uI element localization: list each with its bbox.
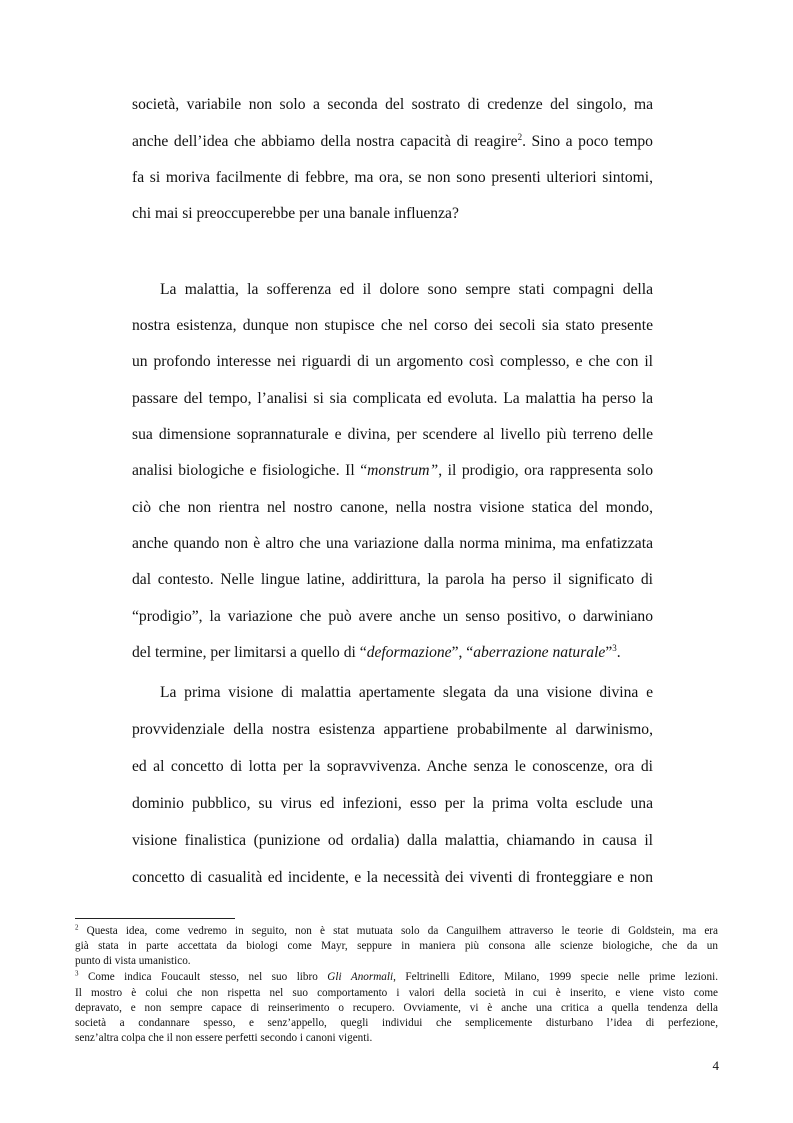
footnote-3-line: depravato, e non sempre capace di reinserimento o recupero. Ovviamente, vi è anche una critica a quella tendenza della: [75, 1002, 718, 1014]
footnote-3-line: [75, 970, 718, 984]
body-line: concetto di casualità ed incidente, e la necessità dei viventi di fronteggiare e non: [132, 869, 653, 886]
line-text: del termine, per limitarsi a quello di “: [132, 644, 367, 661]
line-text: . Sino a poco tempo: [522, 133, 653, 150]
body-line: La prima visione di malattia apertamente slegata da una visione divina e: [160, 684, 653, 701]
body-line: [132, 643, 653, 663]
footnote-text: Come indica Foucault stesso, nel suo libro: [78, 971, 328, 983]
body-line: un profondo interesse nei riguardi di un argomento così complesso, e che con il: [132, 353, 653, 370]
footnote-3-line: Il mostro è colui che non rispetta nel suo comportamento i valori della società in cui è inserito, e viene visto come: [75, 987, 718, 999]
italic-term: deformazione: [366, 644, 452, 661]
line-text: ”: [605, 644, 613, 661]
footnote-text: , Feltrinelli Editore, Milano, 1999 specie nelle prime lezioni.: [393, 971, 719, 983]
line-text: analisi biologiche e fisiologiche. Il “: [132, 462, 368, 479]
footnote-number: 2: [75, 923, 79, 932]
body-line: La malattia, la sofferenza ed il dolore sono sempre stati compagni della: [160, 281, 653, 298]
page-number: 4: [712, 1058, 719, 1073]
body-line: ed al concetto di lotta per la sopravvivenza. Anche senza le conoscenze, ora di: [132, 758, 653, 775]
footnote-2-line: [75, 924, 718, 938]
body-line: provvidenziale della nostra esistenza appartiene probabilmente al darwinismo,: [132, 721, 653, 738]
footnote-ref-3: 3: [612, 642, 617, 653]
italic-term: aberrazione naturale: [473, 644, 606, 661]
body-line: passare del tempo, l’analisi si sia complicata ed evoluta. La malattia ha perso la: [132, 390, 653, 407]
body-line: nostra esistenza, dunque non stupisce che nel corso dei secoli sia stato presente: [132, 317, 653, 334]
footnote-text: Questa idea, come vedremo in seguito, non è stat mutuata solo da Canguilhem attraverso le teorie di Goldstein, ma era: [78, 925, 718, 937]
footnote-number: 3: [75, 969, 79, 978]
body-line: “prodigio”, la variazione che può avere anche un senso positivo, o darwiniano: [132, 608, 653, 625]
footnote-2-line: punto di vista umanistico.: [75, 955, 191, 967]
body-line: dal contesto. Nelle lingue latine, addirittura, la parola ha perso il significato di: [132, 571, 653, 588]
body-line: [132, 461, 653, 481]
footnote-3-line: società a condannare spesso, e senz’appello, quegli individui che semplicemente disturbano l’idea di perfezione,: [75, 1017, 718, 1029]
footnote-separator: [75, 918, 235, 919]
line-text: .: [616, 644, 621, 661]
line-text: ”, “: [451, 644, 474, 661]
body-line: visione finalistica (punizione od ordalia) dalla malattia, chiamando in causa il: [132, 832, 653, 849]
line-text: anche dell’idea che abbiamo della nostra capacità di reagire: [132, 133, 518, 150]
footnote-3-line: senz’altra colpa che il non essere perfetti secondo i canoni vigenti.: [75, 1032, 373, 1044]
book-title: Gli Anormali: [327, 971, 394, 983]
body-line: ciò che non rientra nel nostro canone, nella nostra visione statica del mondo,: [132, 499, 653, 516]
body-line: [132, 132, 653, 152]
body-line: sua dimensione soprannaturale e divina, per scendere al livello più terreno delle: [132, 426, 653, 443]
italic-term: monstrum”: [367, 462, 439, 479]
body-line: fa si moriva facilmente di febbre, ma ora, se non sono presenti ulteriori sintomi,: [132, 169, 653, 186]
body-line: anche quando non è altro che una variazione dalla norma minima, ma enfatizzata: [132, 535, 653, 552]
body-line: dominio pubblico, su virus ed infezioni, esso per la prima volta esclude una: [132, 795, 653, 812]
body-line: chi mai si preoccuperebbe per una banale influenza?: [132, 205, 459, 222]
footnote-ref-2: 2: [517, 131, 523, 142]
line-text: , il prodigio, ora rappresenta solo: [438, 462, 653, 479]
footnote-2-line: già stata in parte accettata da biologi come Mayr, seppure in maniera più consona alle scienze biologiche, che da un: [75, 940, 718, 952]
body-line: società, variabile non solo a seconda del sostrato di credenze del singolo, ma: [132, 96, 653, 113]
